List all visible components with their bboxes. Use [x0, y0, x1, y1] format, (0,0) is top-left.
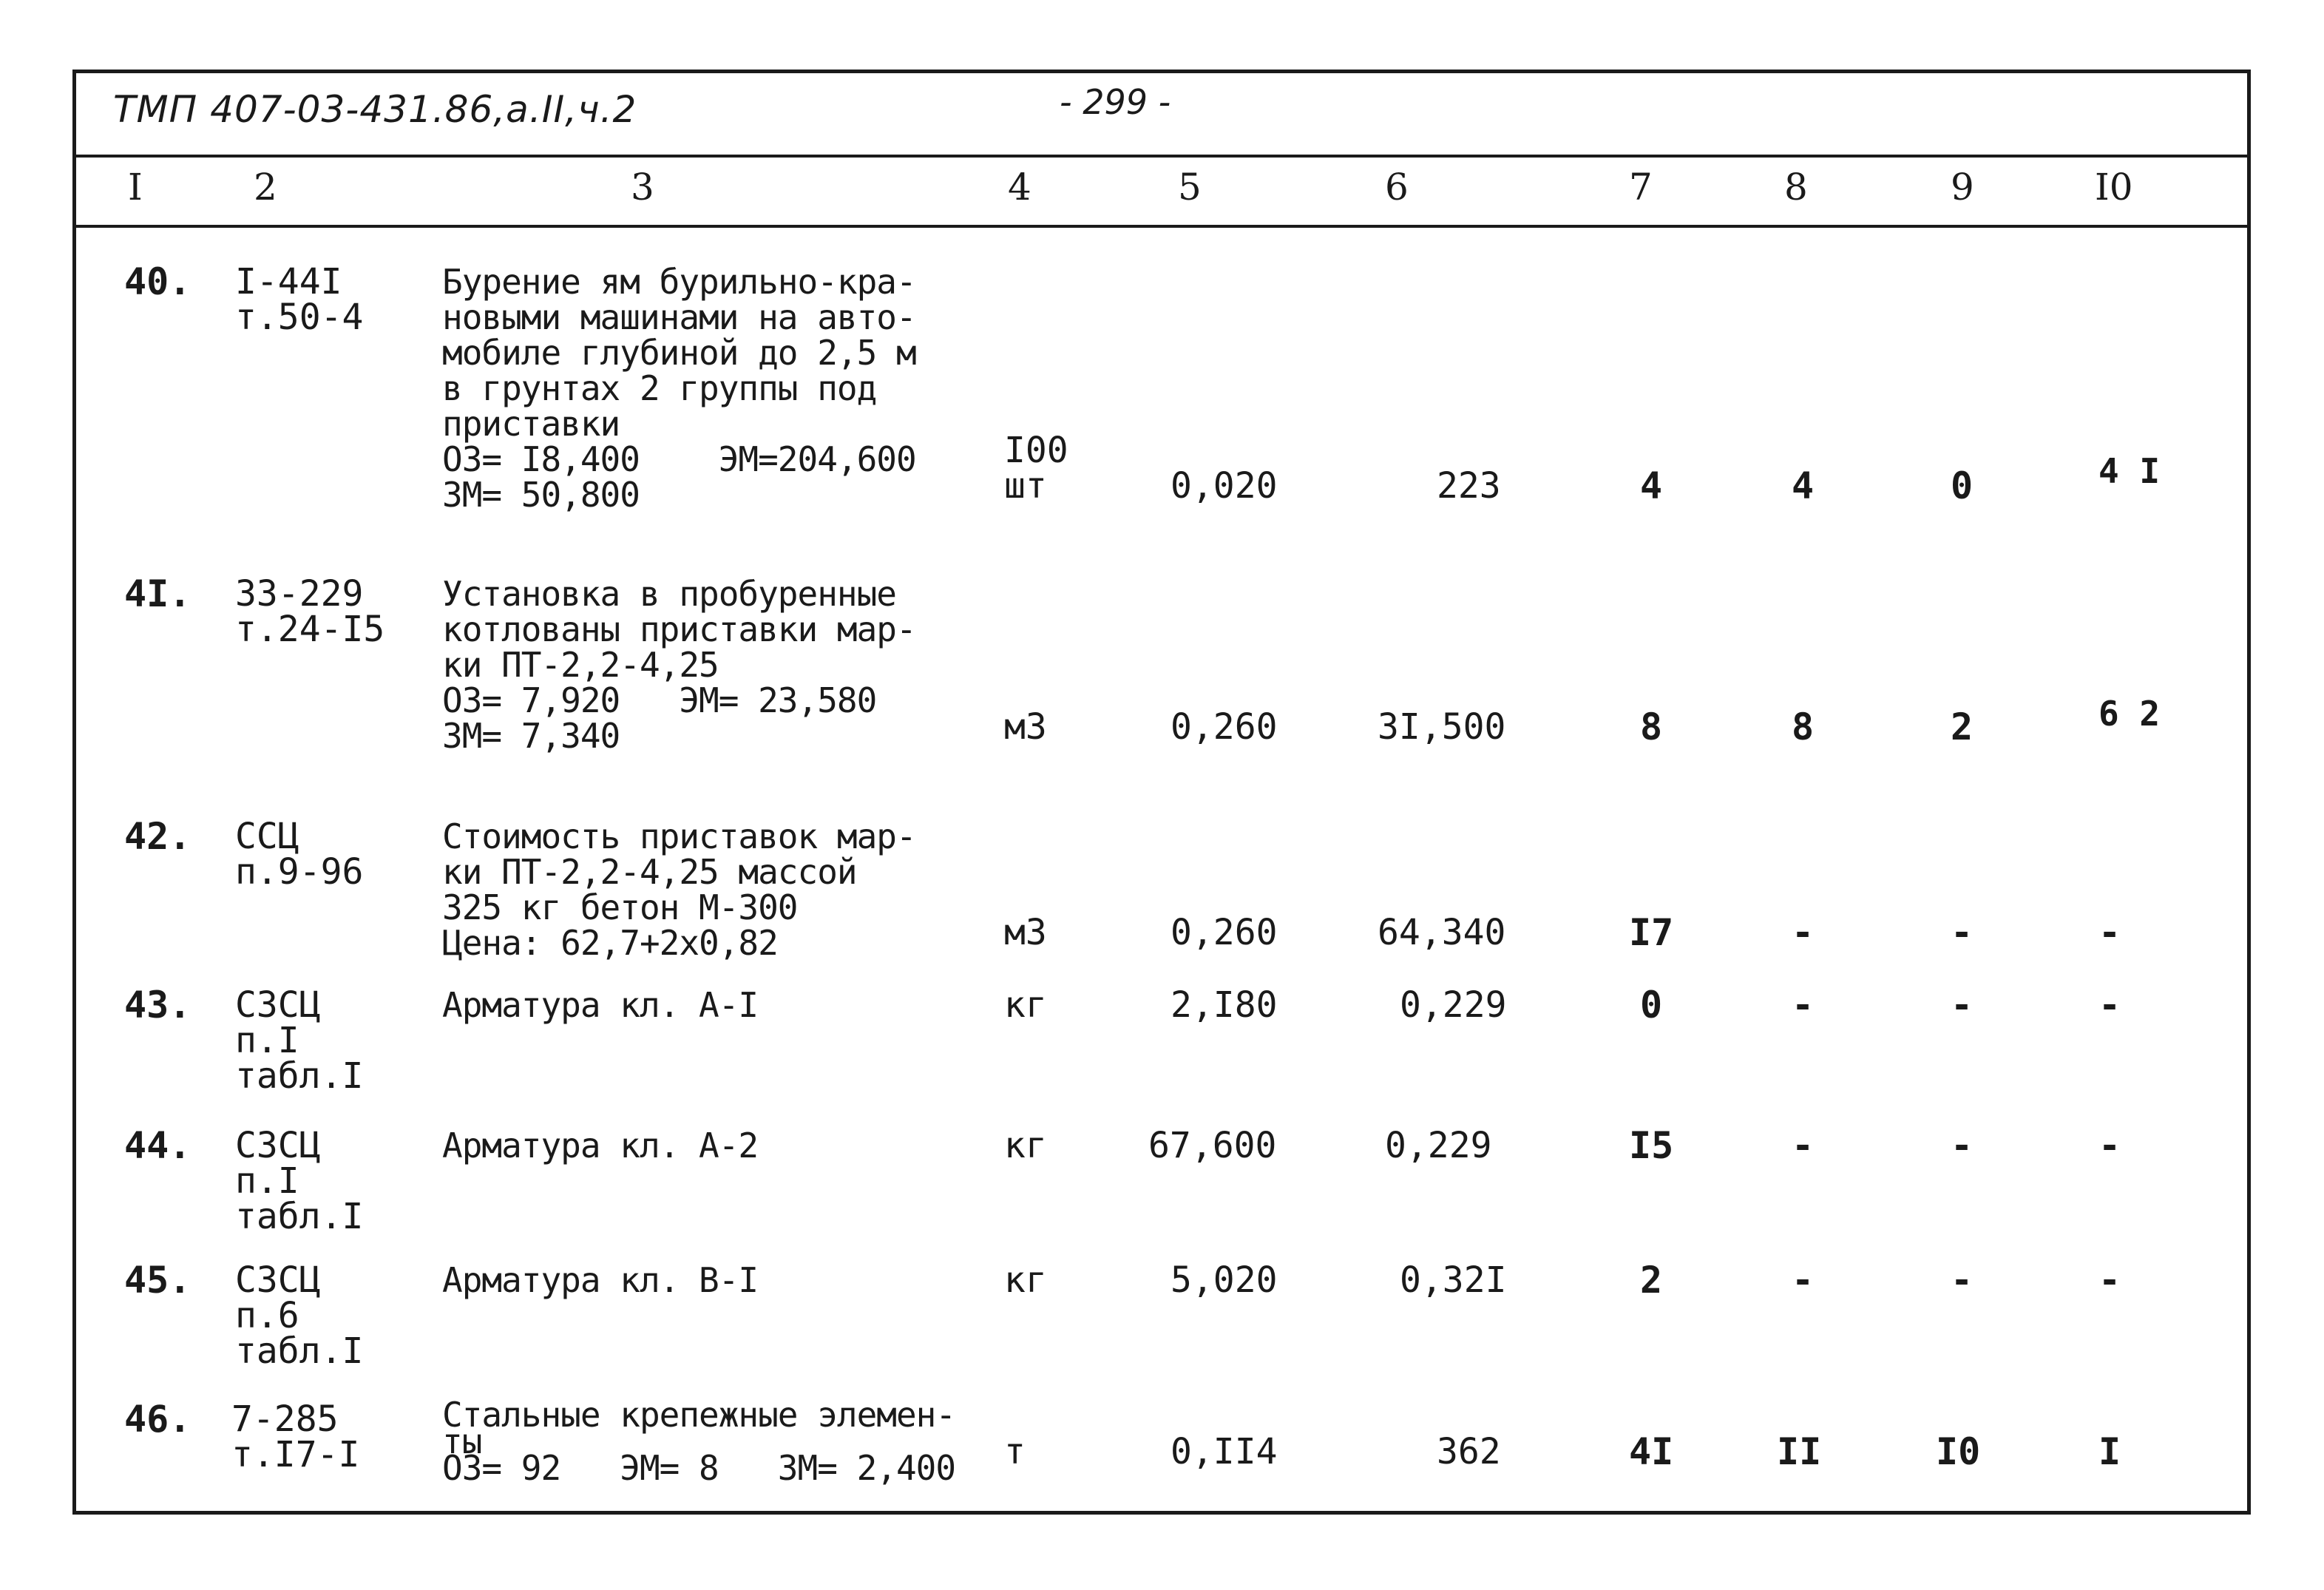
col-10-value: I [2098, 1430, 2121, 1473]
norm-code: СЗСЦ п.6 табл.I [235, 1259, 364, 1372]
page-number: - 299 - [1060, 82, 1171, 122]
unit-price: 0,229 [1385, 1125, 1492, 1166]
unit-price: 0,229 [1400, 984, 1507, 1026]
norm-code: 7-285 т.I7-I [231, 1398, 360, 1475]
work-description: Арматура кл. В-I [442, 1260, 759, 1300]
quantity: 0,II4 [1171, 1431, 1278, 1472]
unit: кг [1004, 984, 1047, 1026]
col-9-value: I0 [1936, 1430, 1981, 1473]
col-8-value: - [1792, 1124, 1815, 1167]
quantity: 67,600 [1148, 1125, 1277, 1166]
col-9-value: - [1951, 1124, 1974, 1167]
column-header: 8 [1784, 166, 1808, 209]
unit-price: 362 [1437, 1431, 1501, 1472]
col-10-value: 4 I [2098, 451, 2161, 491]
row-number: 45. [124, 1259, 192, 1302]
column-header: 3 [631, 166, 654, 209]
norm-code: I-44I т.50-4 [235, 261, 364, 338]
col-8-value: - [1792, 1259, 1815, 1302]
col-7-value: 8 [1640, 706, 1663, 748]
column-header: 7 [1629, 166, 1653, 209]
col-8-value: II [1777, 1430, 1822, 1473]
column-header: 6 [1385, 166, 1409, 209]
column-header: 4 [1008, 166, 1031, 209]
col-9-value: 2 [1951, 706, 1974, 748]
document-frame [72, 70, 2251, 1515]
column-header: 9 [1951, 166, 1974, 209]
work-description: Стоимость приставок мар- ки ПТ-2,2-4,25 массой 325 кг бетон М-300 Цена: 62,7+2x0,82 [442, 816, 916, 963]
col-9-value: - [1951, 984, 1974, 1026]
col-10-value: - [2098, 1259, 2121, 1302]
col-7-value: 2 [1640, 1259, 1663, 1302]
norm-code: СЗСЦ п.I табл.I [235, 1125, 364, 1237]
work-description: Бурение ям бурильно-кра- новыми машинами на авто- мобиле глубиной до 2,5 м в грунтах 2 группы под приставки ОЗ= I8,400 ЭМ=204,600 ЗМ= 50,800 [442, 262, 916, 515]
unit: м3 [1004, 912, 1047, 953]
row-number: 42. [124, 815, 192, 858]
row-number: 44. [124, 1124, 192, 1167]
col-7-value: I7 [1629, 911, 1674, 954]
document-stamp: ТМП 407-03-431.86,а.II,ч.2 [113, 88, 637, 131]
work-description: Установка в пробуренные котлованы приставки мар- ки ПТ-2,2-4,25 ОЗ= 7,920 ЭМ= 23,580 ЗМ= 7,340 [442, 574, 916, 756]
column-header: 2 [254, 166, 277, 209]
row-number: 4I. [124, 572, 192, 615]
quantity: 0,020 [1171, 465, 1278, 507]
col-9-value: 0 [1951, 464, 1974, 507]
col-7-value: 4 [1640, 464, 1663, 507]
quantity: 2,I80 [1171, 984, 1278, 1026]
col-8-value: 4 [1792, 464, 1815, 507]
col-7-value: 0 [1640, 984, 1663, 1026]
column-header: I [128, 166, 143, 209]
row-number: 43. [124, 984, 192, 1026]
unit-price: 0,32I [1400, 1259, 1507, 1301]
col-8-value: - [1792, 984, 1815, 1026]
column-header-divider [76, 225, 2247, 228]
unit-price: 3I,500 [1378, 706, 1506, 748]
col-9-value: - [1951, 911, 1974, 954]
quantity: 0,260 [1171, 912, 1278, 953]
norm-code: ССЦ п.9-96 [235, 816, 364, 893]
quantity: 0,260 [1171, 706, 1278, 748]
col-9-value: - [1951, 1259, 1974, 1302]
column-header: I0 [2095, 166, 2133, 209]
header-divider [76, 155, 2247, 158]
unit: т [1004, 1431, 1026, 1472]
col-10-value: - [2098, 911, 2121, 954]
quantity: 5,020 [1171, 1259, 1278, 1301]
norm-code: СЗСЦ п.I табл.I [235, 984, 364, 1097]
col-10-value: 6 2 [2098, 694, 2161, 734]
col-10-value: - [2098, 1124, 2121, 1167]
work-description: Арматура кл. А-2 [442, 1126, 759, 1166]
norm-code: 33-229 т.24-I5 [235, 573, 385, 650]
col-8-value: 8 [1792, 706, 1815, 748]
unit: I00 шт [1004, 430, 1068, 507]
work-description: Арматура кл. А-I [442, 985, 759, 1025]
unit-price: 223 [1437, 465, 1501, 507]
row-number: 40. [124, 260, 192, 303]
work-description: Стальные крепежные элемен- ты ОЗ= 92 ЭМ= 8 ЗМ= 2,400 [442, 1395, 956, 1488]
unit: м3 [1004, 706, 1047, 748]
unit: кг [1004, 1259, 1047, 1301]
col-7-value: 4I [1629, 1430, 1674, 1473]
col-10-value: - [2098, 984, 2121, 1026]
column-header: 5 [1178, 166, 1202, 209]
unit-price: 64,340 [1378, 912, 1506, 953]
col-7-value: I5 [1629, 1124, 1674, 1167]
col-8-value: - [1792, 911, 1815, 954]
row-number: 46. [124, 1398, 192, 1441]
unit: кг [1004, 1125, 1047, 1166]
